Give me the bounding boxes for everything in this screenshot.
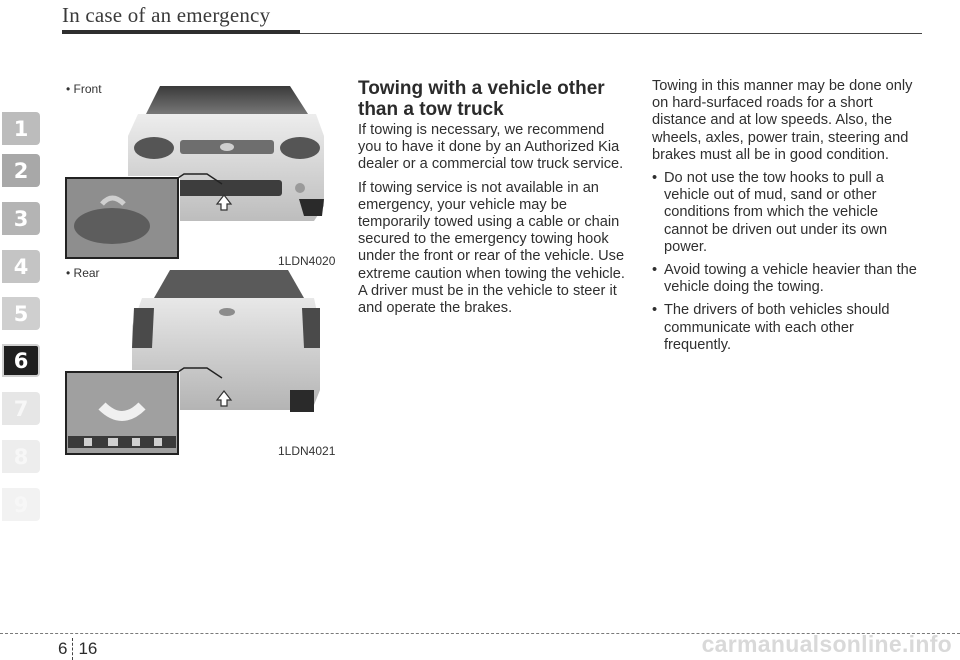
list-item-text: Do not use the tow hooks to pull a vehicle out of mud, sand or other conditions from which the vehicle cannot be driven out under its own power. — [664, 170, 888, 255]
list-item-text: The drivers of both vehicles should communicate with each other frequently. — [664, 302, 890, 353]
list-item — [652, 262, 924, 296]
rear-figure-code: 1LDN4021 — [278, 444, 336, 458]
page-index: 16 — [78, 639, 98, 658]
chapter-tab-4: 4 — [2, 250, 40, 283]
bullet-dot-icon: • — [652, 170, 658, 187]
list-item-text: Avoid towing a vehicle heavier than the vehicle doing the towing. — [664, 262, 917, 296]
rear-figure-label: • Rear — [66, 266, 100, 280]
page-chapter: 6 — [58, 639, 68, 658]
front-car-photo — [62, 76, 332, 261]
page-number — [58, 638, 97, 660]
warning-list — [652, 170, 924, 354]
middle-column — [358, 122, 626, 317]
header-rule-thin — [300, 33, 922, 34]
chapter-tab-8: 8 — [2, 440, 40, 473]
watermark: carmanualsonline.info — [701, 631, 952, 657]
right-column — [652, 78, 924, 360]
chapter-tab-9: 9 — [2, 488, 40, 521]
bullet-dot-icon: • — [652, 262, 658, 279]
chapter-tab-1: 1 — [2, 112, 40, 145]
chapter-tab-2: 2 — [2, 154, 40, 187]
front-figure-label: • Front — [66, 82, 102, 96]
chapter-tab-5: 5 — [2, 297, 40, 330]
paragraph-temporary-towing: If towing service is not available in an emergency, your vehicle may be temporarily towed using a cable or chain secured to the emergency towing hook under the front or rear of the vehicle. Use extreme caution when towing the vehicle. A driver must be in the vehicle to steer it and operate the brakes. — [358, 179, 625, 317]
rear-car-photo — [62, 264, 332, 460]
chapter-tab-3: 3 — [2, 202, 40, 235]
page-number-divider — [72, 638, 73, 660]
header-title: In case of an emergency — [62, 3, 271, 27]
chapter-tab-7: 7 — [2, 392, 40, 425]
paragraph-road-conditions: Towing in this manner may be done only on hard-surfaced roads for a short distance and at low speeds. Also, the wheels, axles, power train, steering and brakes must all be in good condition. — [652, 78, 913, 163]
header-rule-thick — [62, 30, 300, 34]
paragraph-recommendation: If towing is necessary, we recommend you to have it done by an Authorized Kia dealer or a commercial tow truck service. — [358, 122, 624, 173]
front-figure-code: 1LDN4020 — [278, 254, 336, 268]
bullet-dot-icon: • — [652, 302, 658, 319]
list-item — [652, 302, 924, 354]
section-heading: Towing with a vehicle other than a tow truck — [358, 78, 605, 120]
chapter-tab-6: 6 — [2, 344, 40, 377]
list-item — [652, 170, 924, 256]
